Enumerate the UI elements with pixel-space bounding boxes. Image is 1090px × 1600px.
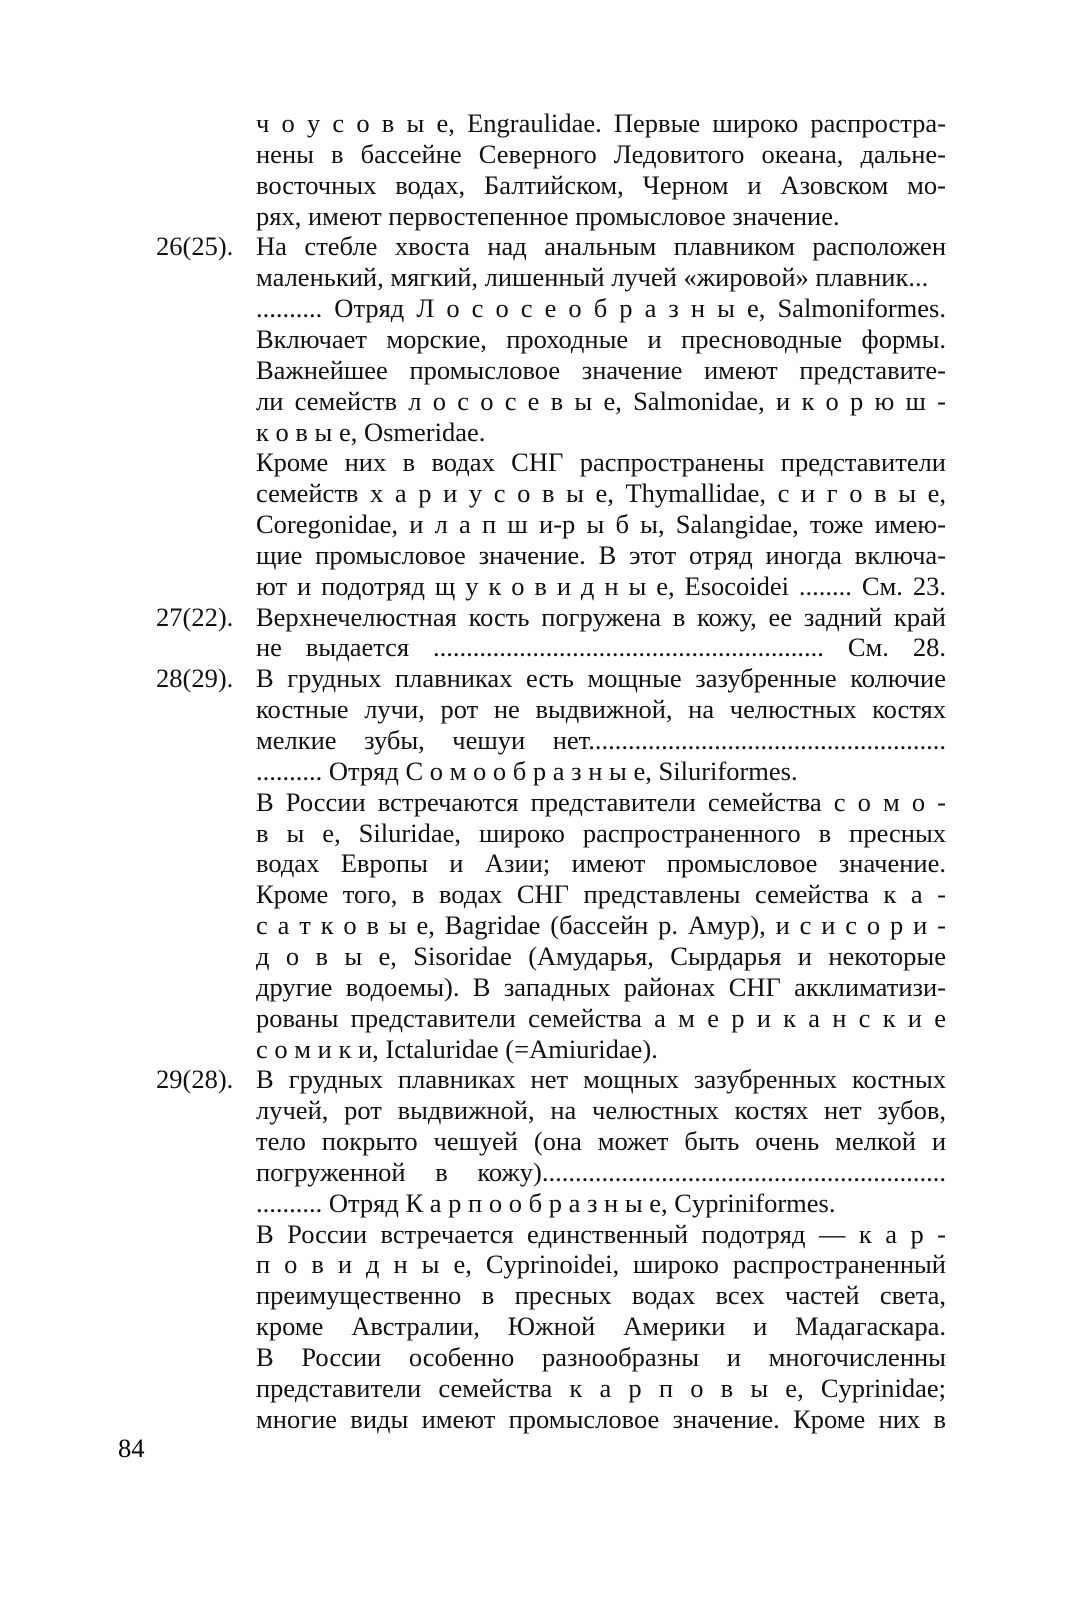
text-line: преимущественно в пресных водах всех частей света,: [256, 1280, 946, 1311]
text-line: маленький, мягкий, лишенный лучей «жировой» плавник...: [256, 262, 929, 293]
text-line: в ы е, Siluridae, широко распространенного в пресных: [256, 817, 946, 848]
text-line: В России встречается единственный подотряд — к а р -: [256, 1218, 946, 1249]
text-line: На стебле хвоста над анальным плавником расположен: [256, 231, 946, 262]
text-line: рованы представители семейства а м е р и к а н с к и е: [256, 1002, 946, 1033]
text-line: д о в ы е, Sisoridae (Амударья, Сырдарья и некоторые: [256, 940, 946, 971]
text-line: п о в и д н ы е, Cyprinoidei, широко распространенный: [256, 1249, 946, 1280]
text-line: к о в ы е, Osmeridae.: [256, 416, 486, 447]
text-line: Coregonidae, и л а п ш и-р ы б ы, Salangidae, тоже имею-: [256, 509, 946, 540]
text-line: семейств х а р и у с о в ы е, Thymallidae, с и г о в ы е,: [256, 478, 946, 509]
text-line: с о м и к и, Ictaluridae (=Amiuridae).: [256, 1033, 658, 1064]
entry-number: 28(29).: [156, 663, 234, 694]
text-line: лучей, рот выдвижной, на челюстных костях нет зубов,: [256, 1095, 946, 1126]
text-line: нены в бассейне Северного Ледовитого океана, дальне-: [256, 138, 946, 169]
text-line: щие промысловое значение. В этот отряд иногда включа-: [256, 539, 946, 570]
entry-number: 27(22).: [156, 601, 234, 632]
entry-number: 29(28).: [156, 1064, 234, 1095]
text-line: водах Европы и Азии; имеют промысловое значение.: [256, 848, 946, 879]
text-line: мелкие зубы, чешуи нет......................................................: [256, 725, 946, 755]
text-line: Важнейшее промысловое значение имеют представите-: [256, 354, 946, 385]
text-line: другие водоемы). В западных районах СНГ акклиматизи-: [256, 971, 946, 1002]
text-line: костные лучи, рот не выдвижной, на челюстных костях: [256, 694, 946, 725]
text-line: В грудных плавниках есть мощные зазубренные колючие: [256, 663, 946, 694]
text-line: Включает морские, проходные и пресноводные формы.: [256, 323, 946, 354]
text-line: ют и подотряд щ у к о в и д н ы е, Esocoidei ........ См. 23.: [256, 570, 946, 601]
text-line: ли семейств л о с о с е в ы е, Salmonidae, и к о р ю ш -: [256, 385, 946, 416]
text-line: Кроме того, в водах СНГ представлены семейства к а -: [256, 879, 946, 910]
text-line: В России встречаются представители семейства с о м о -: [256, 786, 946, 817]
text-line: кроме Австралии, Южной Америки и Мадагаскара.: [256, 1311, 946, 1342]
text-line: В России особенно разнообразны и многочисленны: [256, 1342, 946, 1372]
text-line: рях, имеют первостепенное промысловое значение.: [256, 200, 840, 231]
text-line: .......... Отряд Л о с о с е о б р а з н ы е, Salmoniformes.: [256, 293, 946, 324]
text-line: погруженной в кожу).............................................................: [256, 1156, 946, 1187]
text-line: В грудных плавниках нет мощных зазубренных костных: [256, 1064, 946, 1095]
entry-number: 26(25).: [156, 231, 234, 262]
text-line: .......... Отряд С о м о о б р а з н ы е, Siluriformes.: [256, 755, 798, 786]
text-line: .......... Отряд К а р п о о б р а з н ы е, Cypriniformes.: [256, 1187, 836, 1218]
text-line: Кроме них в водах СНГ распространены представители: [256, 447, 946, 478]
text-line: с а т к о в ы е, Bagridae (бассейн р. Амур), и с и с о р и -: [256, 910, 946, 941]
text-line: тело покрыто чешуей (она может быть очень мелкой и: [256, 1126, 946, 1157]
text-line: Верхнечелюстная кость погружена в кожу, ее задний край: [256, 601, 946, 632]
text-line: многие виды имеют промысловое значение. Кроме них в: [256, 1403, 946, 1434]
text-line: ч о у с о в ы е, Engraulidae. Первые широко распростра-: [256, 108, 946, 138]
text-line: не выдается ........................................................... См. 28.: [256, 632, 946, 663]
page-number: 84: [118, 1433, 145, 1463]
text-line: восточных водах, Балтийском, Черном и Азовском мо-: [256, 169, 946, 200]
text-line: представители семейства к а р п о в ы е, Cyprinidae;: [256, 1372, 946, 1403]
